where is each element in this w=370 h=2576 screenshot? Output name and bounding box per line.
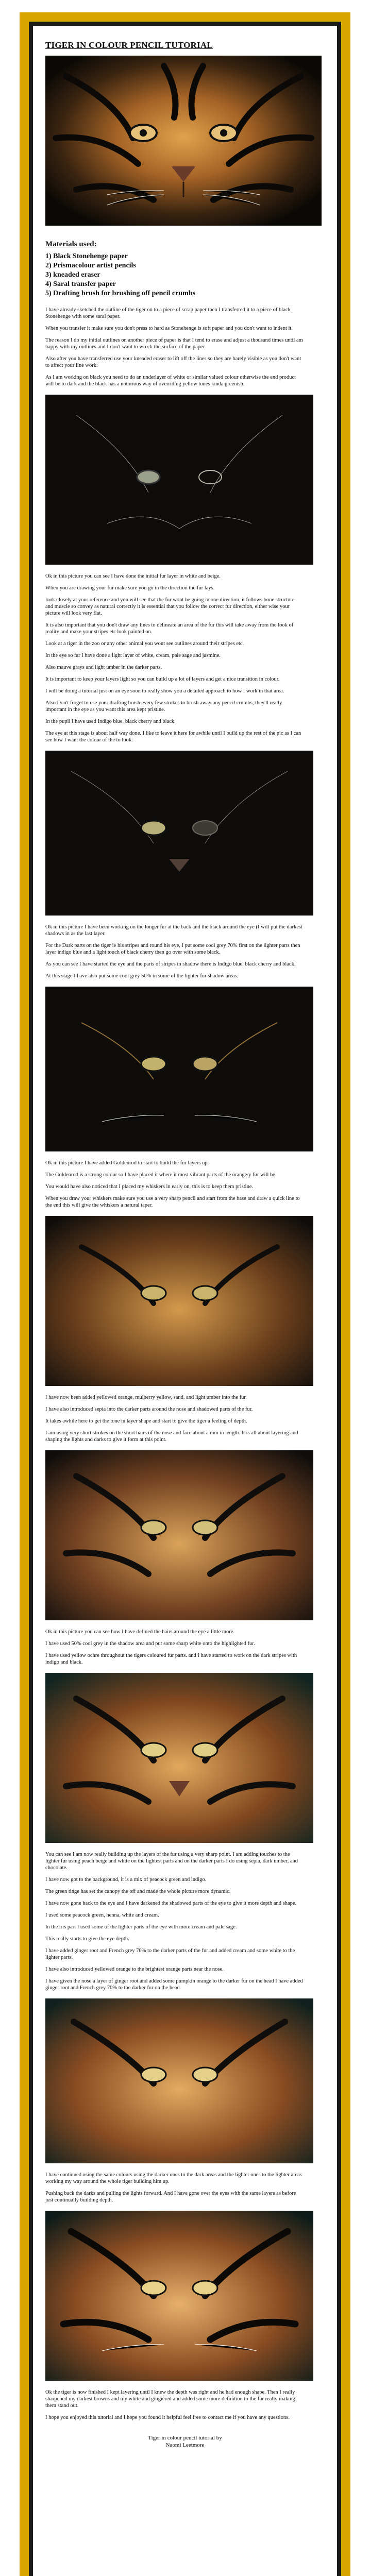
tiger-background-green [45, 1673, 313, 1843]
step-paragraph: Ok in this picture I have been working on the longer fur at the back and the black around the eye (I will put the darkest shadows in as the last layer. [45, 924, 302, 937]
step-paragraph: I have also introduced yellowed orange to the brightest orange parts near the nose. [45, 1967, 224, 1972]
hero-tiger-image [45, 56, 322, 226]
materials-item: 1) Black Stonehenge paper [45, 252, 128, 260]
page-frame-gold [20, 12, 350, 2576]
signoff-line: Tiger in colour pencil tutorial by [148, 2435, 222, 2441]
materials-item: 2) Prismacolour artist pencils [45, 262, 136, 269]
tiger-dark-layers [45, 751, 313, 916]
step-paragraph: I have used 50% cool grey in the shadow area and put some sharp white onto the highlighted fur. [45, 1641, 255, 1647]
tiger-eye-detail [45, 1450, 313, 1620]
step-paragraph: The green tinge has set the canopy the off and made the whole picture more dynamic. [45, 1889, 231, 1894]
step-paragraph: It is also important that you don't draw any lines to delineate an area of the fur this will take away from the look of reality and make your stripes etc look painted on. [45, 622, 294, 635]
step-paragraph: I have now got to the background, it is a mix of peacock green and indigo. [45, 1877, 207, 1883]
step-6-text [45, 1851, 325, 1991]
signoff-author: Naomi Leetmore [165, 2442, 205, 2448]
step-paragraph: Ok in this picture I have added Goldenrod to start to build the fur layers up. [45, 1160, 209, 1166]
tiger-sketch-white [45, 395, 313, 565]
step-paragraph: I am using very short strokes on the short hairs of the nose and face about a mm in length. It is all about layering and shaping the lights and darks to give it form at this point. [45, 1430, 298, 1443]
step-1-text [45, 573, 325, 743]
step-paragraph: Ok in this picture you can see I have done the initial fur layer in white and beige. [45, 573, 221, 579]
step-paragraph: Ok in this picture you can see how I have defined the hairs around the eye a little more. [45, 1629, 235, 1635]
step-paragraph: I have given the nose a layer of ginger root and added some pumpkin orange to the darker fur on the head I have added ginger root and French grey 70% to the darker fur on the head. [45, 1978, 303, 1991]
step-2-text [45, 924, 325, 979]
step-paragraph: Also mauve grays and light umber in the darker parts. [45, 665, 162, 670]
step-4-image [45, 1216, 313, 1386]
intro-paragraph: Also after you have transferred use your kneaded eraser to lift off the lines so they are barely visible as you don't want to affect your line work. [45, 356, 301, 368]
step-paragraph: I have added ginger root and French grey 70% to the darker parts of the fur and added cream and some white to the lighter parts. [45, 1948, 295, 1960]
step-paragraph: I hope you enjoyed this tutorial and I hope you found it helpful feel free to contact me if you have any questions. [45, 2415, 290, 2420]
step-paragraph: You can see I am now really building up the layers of the fur using a very sharp point. I am adding touches to the lighter fur using peach beige and white on the lightest parts and on the darker parts I do using sepia, dark umber, and chocolate. [45, 1852, 298, 1871]
materials-item: 3) kneaded eraser [45, 271, 100, 279]
step-paragraph: When you are drawing your fur make sure you go in the direction the fur lays. [45, 585, 215, 591]
step-3-text [45, 1160, 325, 1209]
step-paragraph: I have also introduced sepia into the darker parts around the nose and shadowed parts of the fur. [45, 1406, 253, 1412]
step-paragraph: Also Don't forget to use your drafting brush every few strokes to brush away any pencil crumbs, they'll really important in the eye as you want this area kept pristine. [45, 700, 282, 713]
materials-heading: Materials used: [45, 240, 97, 248]
materials-item: 4) Saral transfer paper [45, 280, 116, 288]
step-paragraph: In the pupil I have used Indigo blue, black cherry and black. [45, 719, 176, 724]
step-paragraph: In the iris part I used some of the lighter parts of the eye with more cream and pale sage. [45, 1924, 237, 1930]
tiger-building-depth [45, 1998, 313, 2163]
step-paragraph: I have continued using the same colours using the darker ones to the dark areas and the lighter ones to the lighter areas working my way around the whole tiger building him up. [45, 2172, 302, 2184]
step-3-image [45, 987, 313, 1151]
step-paragraph: It takes awhile here to get the tone in layer shape and start to give the tiger a feeling of depth. [45, 1418, 247, 1424]
step-4-text [45, 1394, 325, 1443]
step-paragraph: As you can see I have started the eye and the parts of stripes in shadow there is Indigo blue, black cherry and black. [45, 961, 296, 967]
step-1-image [45, 395, 313, 565]
tiger-face-illustration [45, 56, 322, 226]
tiger-finished [45, 2211, 313, 2381]
step-paragraph: Look at a tiger in the zoo or any other animal you wont see outlines around their stripes etc. [45, 641, 244, 647]
step-7-image [45, 1998, 313, 2163]
step-5-image [45, 1450, 313, 1620]
step-paragraph: At this stage I have also put some cool grey 50% in some of the lighter fur shadow areas. [45, 973, 239, 979]
step-6-image [45, 1673, 313, 1843]
step-paragraph: The eye at this stage is about half way done. I like to leave it here for awhile until I build up the rest of the pic as I can see how I want the colour of the to look. [45, 731, 301, 743]
materials-list [45, 252, 325, 298]
tiger-orange-fur [45, 1216, 313, 1386]
step-paragraph: I have now been added yellowed orange, mulberry yellow, sand, and light umber into the fur. [45, 1395, 247, 1400]
intro-paragraph: I have already sketched the outline of the tiger on to a piece of scrap paper then I transferred it to a piece of black Stonehenge with some saral paper. [45, 307, 291, 319]
step-5-text [45, 1629, 325, 1666]
step-paragraph: In the eye so far I have done a light layer of white, cream, pale sage and jasmine. [45, 653, 221, 658]
step-paragraph: This really starts to give the eye depth. [45, 1936, 129, 1942]
tiger-goldenrod-layer [45, 987, 313, 1151]
materials-item: 5) Drafting brush for brushing off pencil crumbs [45, 290, 196, 297]
intro-section [45, 307, 325, 387]
step-7-text [45, 2172, 325, 2204]
step-paragraph: look closely at your reference and you will see that the fur wont be going in one direction, it follows bone structure and muscle so convey as natural correctly it is essential that you follow the correct fur direction, either wise your picture will look very flat. [45, 597, 295, 616]
signoff [45, 2434, 325, 2449]
step-paragraph: I have used yellow ochre throughout the tigers coloured fur parts. and I have started to work on the dark stripes with indigo and black. [45, 1653, 297, 1665]
intro-paragraph: As I am working on black you need to do an underlayer of white or similar valued colour otherwise the end product will be to dark and the black has a notorious way of overriding yellow tones kinda greenish. [45, 375, 296, 387]
page-frame-dark [29, 22, 341, 2576]
step-paragraph: You would have also noticed that I placed my whiskers in early on, this is to keep them pristine. [45, 1184, 254, 1190]
intro-paragraph: The reason I do my initial outlines on another piece of paper is that I tend to erase and adjust a thousand times until am happy with my outlines and I don't want to wreck the surface of the paper. [45, 337, 303, 350]
intro-paragraph: When you transfer it make sure you don't press to hard as Stonehenge is soft paper and you don't want to indent it. [45, 326, 293, 331]
page-title: TIGER IN COLOUR PENCIL TUTORIAL [45, 40, 213, 50]
step-paragraph: When you draw your whiskers make sure you use a very sharp pencil and start from the base and draw a quick line to the end this will give the whiskers a natural taper. [45, 1196, 300, 1208]
step-paragraph: It is important to keep your layers light so you can build up a lot of layers and get a nice transition in colour. [45, 676, 280, 682]
step-paragraph: For the Dark parts on the tiger ie his stripes and round his eye, I put some cool grey 70% first on the lighter parts then layer indigo blue and a light touch of black cherry then go over with some black. [45, 943, 300, 955]
step-paragraph: The Goldenrod is a strong colour so I have placed it where it most vibrant parts of the orange/y fur will be. [45, 1172, 277, 1178]
tutorial-page [33, 26, 337, 2576]
step-8-text [45, 2389, 325, 2421]
step-8-image [45, 2211, 313, 2381]
step-2-image [45, 751, 313, 916]
step-paragraph: I will be doing a tutorial just on an eye soon to really show you a detailed approach to how I work in that area. [45, 688, 284, 694]
step-paragraph: Ok the tiger is now finished I kept layering until I knew the depth was right and he had enough shape. Then I really sharpened my darkest browns and my white and gingiered and added some more definition to the fur really making them stand out. [45, 2389, 295, 2409]
step-paragraph: I have now gone back to the eye and I have darkened the shadowed parts of the eye to give it more depth and shape. [45, 1901, 297, 1906]
step-paragraph: I used some peacock green, henna, white and cream. [45, 1912, 159, 1918]
step-paragraph: Pushing back the darks and pulling the lights forward. And I have gone over the eyes with the same layers as before just continually building depth. [45, 2191, 296, 2203]
